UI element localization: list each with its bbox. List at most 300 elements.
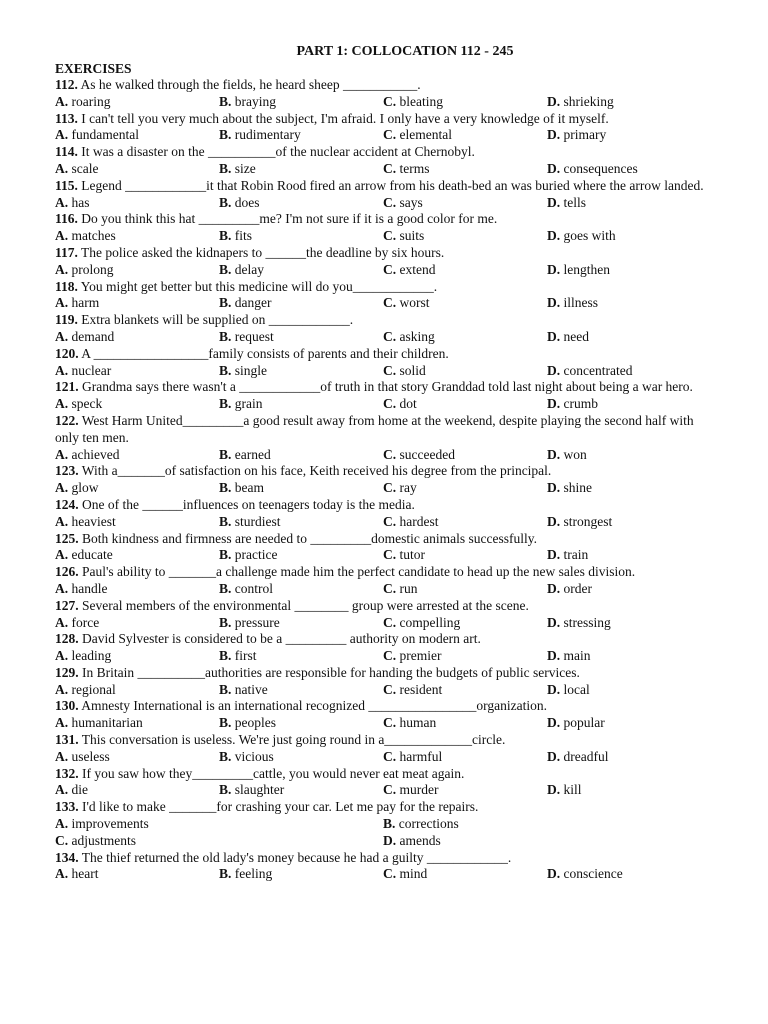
question-123 [55,463,715,480]
question-number: 132 [55,765,76,781]
option-letter: C. [383,362,397,378]
question-number: 127 [55,597,76,613]
option-text: succeeded [396,446,455,462]
option-letter: D. [547,782,561,798]
option-text: size [231,160,256,176]
question-number: 119 [55,312,75,328]
question-number: 121 [55,379,76,395]
option-b [219,480,383,497]
question-number: 117 [55,244,75,260]
question-text: In Britain __________authorities are responsible for handing the budgets of public services. [78,664,580,680]
question-number-dot: . [74,110,78,126]
option-text: nuclear [68,362,112,378]
option-text: heaviest [68,513,116,529]
question-number-dot: . [75,345,79,361]
question-text: The police asked the kidnapers to ______the deadline by six hours. [77,244,445,260]
option-a [55,228,219,245]
options-row [55,480,715,497]
options-row [55,782,715,799]
option-letter: A. [55,681,69,697]
options-row [55,816,715,833]
option-text: stressing [560,614,611,630]
option-text: useless [68,748,110,764]
option-a [55,295,219,312]
option-text: solid [396,362,426,378]
option-letter: B. [219,866,232,882]
question-number: 125 [55,530,76,546]
option-letter: C. [55,832,69,848]
options-row [55,127,715,144]
option-text: tells [560,194,586,210]
option-text: hardest [396,513,439,529]
question-number-dot: . [74,278,78,294]
option-letter: D. [547,748,561,764]
option-a [55,363,219,380]
option-letter: C. [383,513,397,529]
question-number: 124 [55,496,76,512]
question-number-dot: . [74,244,78,260]
options-row [55,833,715,850]
option-letter: B. [219,228,232,244]
option-text: leading [68,648,112,664]
option-c [383,749,547,766]
option-letter: D. [547,160,561,176]
question-text: The thief returned the old lady's money because he had a guilty ____________. [78,849,512,865]
question-119 [55,312,715,329]
option-b [219,396,383,413]
option-a [55,262,219,279]
option-text: harmful [396,748,443,764]
question-number-dot: . [75,564,79,580]
option-letter: D. [547,127,561,143]
option-text: extend [396,261,436,277]
option-c [383,295,547,312]
option-letter: C. [383,715,397,731]
option-a [55,715,219,732]
option-letter: C. [383,446,397,462]
option-d [547,866,707,883]
question-text: Paul's ability to _______a challenge made him the perfect candidate to head up the new sales division. [78,564,636,580]
options-row [55,329,715,346]
option-letter: A. [55,93,69,109]
option-text: request [231,328,274,344]
question-116 [55,211,715,228]
option-letter: A. [55,328,69,344]
option-letter: C. [383,547,397,563]
option-letter: A. [55,782,69,798]
question-number: 122 [55,412,76,428]
option-text: control [231,580,274,596]
question-text: With a_______of satisfaction on his face, Keith received his degree from the principal. [78,463,552,479]
option-c [383,682,547,699]
option-c [383,363,547,380]
question-133 [55,799,715,816]
option-text: compelling [396,614,461,630]
question-text: Amnesty International is an international recognized ________________organization. [78,698,548,714]
question-number-dot: . [75,463,79,479]
option-letter: B. [219,362,232,378]
question-number-dot: . [75,631,79,647]
option-d [547,615,707,632]
option-c [383,648,547,665]
option-text: elemental [396,127,452,143]
option-text: order [560,580,592,596]
option-text: terms [396,160,430,176]
option-text: dot [396,396,417,412]
question-number: 123 [55,463,76,479]
question-number-dot: . [74,144,78,160]
option-letter: C. [383,580,397,596]
option-text: first [231,648,257,664]
option-text: need [560,328,589,344]
option-a [55,396,219,413]
question-text: One of the ______influences on teenagers today is the media. [78,496,415,512]
option-letter: A. [55,396,69,412]
option-letter: C. [383,614,397,630]
option-letter: A. [55,816,69,832]
option-letter: A. [55,446,69,462]
question-text: You might get better but this medicine will do you____________. [77,278,438,294]
option-letter: C. [383,194,397,210]
option-letter: B. [219,547,232,563]
option-letter: A. [55,513,69,529]
question-number: 115 [55,177,75,193]
option-a [55,514,219,531]
options-row [55,547,715,564]
question-number: 133 [55,799,76,815]
option-c [383,480,547,497]
option-text: educate [68,547,113,563]
question-number-dot: . [74,177,78,193]
option-text: achieved [68,446,120,462]
option-letter: B. [219,446,232,462]
option-d [547,682,707,699]
option-text: corrections [395,816,459,832]
question-text: I can't tell you very much about the subject, I'm afraid. I only have a very knowledge of it myself. [77,110,609,126]
option-text: mind [396,866,428,882]
option-c [383,615,547,632]
question-number: 116 [55,211,75,227]
option-a [55,447,219,464]
option-letter: C. [383,328,397,344]
question-text: David Sylvester is considered to be a _________ authority on modern art. [78,631,481,647]
option-text: strongest [560,513,613,529]
option-a [55,94,219,111]
options-row [55,396,715,413]
question-text: Several members of the environmental ________ group were arrested at the scene. [78,597,529,613]
option-text: harm [68,295,100,311]
option-c [383,547,547,564]
option-a [55,749,219,766]
option-a [55,195,219,212]
option-letter: D. [547,648,561,664]
option-text: shrieking [560,93,614,109]
option-letter: B. [219,160,232,176]
option-a [55,480,219,497]
option-letter: A. [55,748,69,764]
option-letter: A. [55,480,69,496]
option-c [383,715,547,732]
page-title: PART 1: COLLOCATION 112 - 245 [296,44,514,59]
option-text: local [560,681,590,697]
question-text: If you saw how they_________cattle, you would never eat meat again. [78,765,465,781]
option-text: grain [231,396,263,412]
option-b [219,715,383,732]
option-d [383,833,711,850]
option-b [219,682,383,699]
question-number-dot: . [75,412,79,428]
question-number: 113 [55,110,75,126]
options-row [55,161,715,178]
option-letter: A. [55,648,69,664]
option-b [219,228,383,245]
option-letter: A. [55,194,69,210]
question-text: As he walked through the fields, he heard sheep ___________. [77,77,421,92]
option-letter: D. [547,261,561,277]
option-c [383,447,547,464]
option-b [219,295,383,312]
question-112 [55,77,715,94]
question-number-dot: . [75,732,79,748]
option-a [55,816,383,833]
option-b [219,161,383,178]
option-letter: B. [219,513,232,529]
option-text: speck [68,396,103,412]
question-number-dot: . [75,849,79,865]
option-a [55,581,219,598]
option-b [219,262,383,279]
option-d [547,195,707,212]
option-letter: A. [55,362,69,378]
question-number-dot: . [75,765,79,781]
option-a [55,682,219,699]
option-text: earned [231,446,271,462]
option-letter: C. [383,480,397,496]
option-text: fundamental [68,127,139,143]
option-c [383,581,547,598]
option-d [547,480,707,497]
question-text: Do you think this hat _________me? I'm not sure if it is a good color for me. [77,211,498,227]
options-row [55,682,715,699]
option-letter: A. [55,160,69,176]
options-row [55,228,715,245]
option-a [55,648,219,665]
option-letter: B. [219,648,232,664]
option-text: premier [396,648,442,664]
option-letter: A. [55,866,69,882]
option-letter: B. [219,782,232,798]
option-text: does [231,194,260,210]
option-text: amends [396,832,441,848]
option-b [219,749,383,766]
option-a [55,547,219,564]
option-letter: D. [547,614,561,630]
option-d [547,447,707,464]
option-d [547,262,707,279]
question-number-dot: . [74,77,78,92]
question-text: Both kindness and firmness are needed to _________domestic animals successfully. [78,530,538,546]
option-letter: C. [383,127,397,143]
option-d [547,581,707,598]
question-number: 118 [55,278,75,294]
option-b [219,581,383,598]
option-letter: B. [219,748,232,764]
option-text: primary [560,127,607,143]
option-letter: D. [547,194,561,210]
option-letter: B. [219,295,232,311]
question-number-dot: . [75,799,79,815]
option-text: has [68,194,90,210]
option-letter: A. [55,295,69,311]
option-letter: C. [383,93,397,109]
option-d [547,161,707,178]
option-a [55,866,219,883]
option-text: illness [560,295,599,311]
option-text: glow [68,480,99,496]
option-letter: B. [219,580,232,596]
option-letter: B. [219,93,232,109]
option-b [219,127,383,144]
option-text: pressure [231,614,280,630]
option-text: handle [68,580,108,596]
option-letter: B. [219,127,232,143]
question-number-dot: . [74,312,78,328]
question-number: 129 [55,664,76,680]
option-text: single [231,362,268,378]
question-121 [55,379,715,396]
option-text: force [68,614,100,630]
option-letter: B. [219,614,232,630]
option-letter: C. [383,782,397,798]
question-number: 128 [55,631,76,647]
options-row [55,866,715,883]
question-number-dot: . [75,664,79,680]
option-b [219,329,383,346]
option-c [383,329,547,346]
option-c [383,262,547,279]
option-letter: B. [383,816,396,832]
options-row [55,295,715,312]
option-text: shine [560,480,592,496]
question-text: It was a disaster on the __________of the nuclear accident at Chernobyl. [77,144,475,160]
option-d [547,94,707,111]
question-115 [55,178,715,195]
option-letter: D. [547,295,561,311]
option-letter: B. [219,328,232,344]
option-letter: B. [219,681,232,697]
option-text: dreadful [560,748,609,764]
option-a [55,782,219,799]
question-number: 112 [55,77,75,92]
option-c [383,782,547,799]
option-d [547,547,707,564]
question-text: Grandma says there wasn't a ____________of truth in that story Granddad told last night about being a war hero. [78,379,693,395]
option-letter: D. [547,866,561,882]
option-letter: C. [383,396,397,412]
option-text: kill [560,782,582,798]
worksheet-page [55,43,715,883]
option-text: vicious [231,748,274,764]
question-number-dot: . [74,211,78,227]
option-b [219,782,383,799]
option-letter: C. [383,648,397,664]
option-text: murder [396,782,439,798]
option-d [547,363,707,380]
option-text: crumb [560,396,598,412]
option-a [55,161,219,178]
option-letter: D. [547,446,561,462]
option-text: practice [231,547,278,563]
option-text: asking [396,328,435,344]
question-126 [55,564,715,581]
options-row [55,581,715,598]
question-number-dot: . [75,496,79,512]
question-130 [55,698,715,715]
option-b [219,547,383,564]
option-text: native [231,681,268,697]
option-a [55,127,219,144]
option-letter: C. [383,160,397,176]
section-heading: EXERCISES [55,61,132,76]
option-text: braying [231,93,277,109]
option-text: adjustments [68,832,136,848]
option-letter: D. [547,228,561,244]
option-b [219,195,383,212]
option-letter: A. [55,228,69,244]
option-text: says [396,194,423,210]
option-letter: C. [383,295,397,311]
question-number: 114 [55,144,75,160]
options-row [55,94,715,111]
option-letter: D. [547,580,561,596]
options-row [55,262,715,279]
option-c [383,396,547,413]
option-text: won [560,446,587,462]
option-letter: D. [547,681,561,697]
option-text: rudimentary [231,127,301,143]
option-text: regional [68,681,116,697]
question-118 [55,279,715,296]
option-c [383,866,547,883]
option-letter: A. [55,127,69,143]
option-text: tutor [396,547,425,563]
option-letter: B. [219,194,232,210]
option-letter: D. [547,547,561,563]
option-text: main [560,648,591,664]
option-text: bleating [396,93,443,109]
question-text: Legend ____________it that Robin Rood fired an arrow from his death-bed an was buried where the arrow landed. [77,177,704,193]
question-text: Extra blankets will be supplied on ____________. [77,312,354,328]
option-letter: D. [547,362,561,378]
option-letter: B. [219,480,232,496]
option-text: popular [560,715,605,731]
option-letter: B. [219,715,232,731]
question-125 [55,531,715,548]
option-text: beam [231,480,265,496]
option-text: peoples [231,715,277,731]
option-letter: A. [55,614,69,630]
question-117 [55,245,715,262]
option-text: scale [68,160,99,176]
question-list [55,77,715,883]
option-text: fits [231,228,253,244]
options-row [55,715,715,732]
question-124 [55,497,715,514]
option-text: conscience [560,866,623,882]
option-text: feeling [231,866,273,882]
option-letter: A. [55,547,69,563]
options-row [55,514,715,531]
